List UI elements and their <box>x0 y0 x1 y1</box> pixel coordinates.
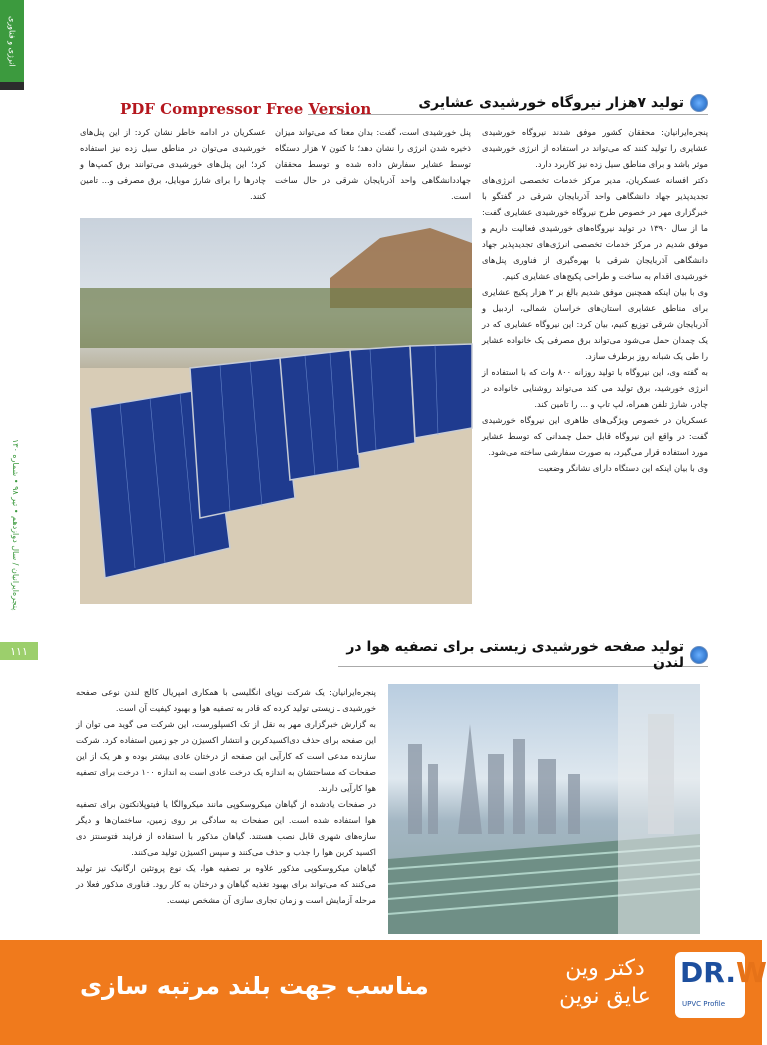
ad-brand-name <box>545 955 665 1011</box>
paragraph: وی با بیان اینکه این دستگاه دارای نشانگر وضعیت <box>538 463 708 473</box>
paragraph: گیاهان میکروسکوپی مذکور علاوه بر تصفیه هوا، یک نوع پروتئین ارگانیک نیز تولید می‌کنند که می‌تواند برای بهبود تغذیه گیاهان و درختان به کار رود. فناوری مذکور فعلا در مرحله آزمایش است و زمان تجاری سازی آن مشخص نیست. <box>76 863 376 905</box>
london-rooftop-panels-photo <box>388 684 700 934</box>
paragraph: به گفته وی، این نیروگاه با تولید روزانه ۸۰۰ وات که با استفاده از انرژی خورشید، برق تولید می کند می‌تواند روشنایی خانواده در چادر، شارژ تلفن همراه، لپ تاپ و ... را تامین کند. <box>482 367 708 409</box>
paragraph: به گزارش خبرگزاری مهر به نقل از تک اکسپلورست، این شرکت می گوید می توان از این صفحه برای حذف دی‌اکسیدکربن و انتشار اکسیژن در جو زمین استفاده کرد. شرکت سازنده مدعی است که کارآیی این صفحه از درختان عادی بیشتر بوده و هر یک از این صفحات که مساحتشان به اندازه یک درخت عادی است به اندازه ۱۰۰ درخت برای تصفیه هوا کارآیی دارند. <box>76 719 376 793</box>
paragraph: پنجره‌ایرانیان: محققان کشور موفق شدند نیروگاه خورشیدی عشایری را تولید کنند که می‌تواند در استفاده از انرژی خورشیدی موثر باشد و برای مناطق سیل زده نیز کاربرد دارد. <box>482 127 708 169</box>
brand-logo: DR.W <box>680 956 767 989</box>
paragraph: دکتر افسانه عسکریان، مدیر مرکز خدمات تخصصی انرژی‌های تجدیدپذیر جهاد دانشگاهی واحد آذربایجان شرقی در گفتگو با خبرگزاری مهر در خصوص طرح نیروگاه خورشیدی عشایری گفت: ما از سال ۱۳۹۰ در تولید نیروگاه‌های خورشیدی فعالیت داریم و موفق شدیم در مرکز خدمات تخصصی انرژی‌های تجدیدپذیر جهاد دانشگاهی آذربایجان شرقی با بهره‌گیری از فناوری پنل‌های خورشیدی اقدام به ساخت و طراحی پکیج‌های عشایری کنیم. <box>482 175 708 281</box>
city-skyline-illustration <box>388 684 700 934</box>
issue-info-vertical: پنجره‌ایرانیان / سال دوازدهم • تیر ۹۸ • شماره ۱۳۰ <box>11 439 20 611</box>
paragraph: وی با بیان اینکه همچنین موفق شدیم بالغ بر ۲ هزار پکیج عشایری برای مناطق عشایری استان‌های خراسان شمالی، اردبیل و آذربایجان شرقی توزیع کنیم، بیان کرد: این نیروگاه عشایری که در یک چمدان حمل می‌شود می‌تواند برق مصرفی یک خانواده عشایر را طی یک شبانه روز برطرف سازد. <box>482 287 708 361</box>
brand-line1: دکتر وین <box>565 956 645 981</box>
solar-panels-illustration <box>80 218 472 604</box>
page-number: ۱۱۱ <box>0 642 38 660</box>
article2-body <box>76 684 376 908</box>
bullet-globe-icon <box>690 646 708 664</box>
paragraph: در صفحات یادشده از گیاهان میکروسکوپی مانند میکروالگا یا فیتوپلانکتون برای تصفیه هوا استفاده شده است. این صفحات به سادگی بر روی زمین، ساختمان‌ها و دیگر سازه‌های شهری قابل نصب هستند. گیاهان مذکور با استفاده از فرایند فتوسنتز دی اکسید کربن هوا را جذب و حذف می‌کنند و سپس اکسیژن تولید می‌کنند. <box>76 799 376 857</box>
paragraph: عسکریان در خصوص ویژگی‌های ظاهری این نیروگاه خورشیدی گفت: در واقع این نیروگاه قابل حمل چمدانی که توسط عشایر مورد استفاده قرار می‌گیرد، به صورت سفارشی ساخته می‌شود. <box>482 415 708 457</box>
solar-panels-photo <box>80 218 472 604</box>
article1-column-middle <box>275 124 471 204</box>
article1-column-left <box>80 124 266 204</box>
article2-title: تولید صفحه خورشیدی زیستی برای تصفیه هوا در لندن <box>346 639 684 671</box>
brand-logo-subtitle: UPVC Profile <box>682 1000 726 1008</box>
bullet-globe-icon <box>690 94 708 112</box>
article1-title: تولید ۷هزار نیروگاه خورشیدی عشایری <box>418 95 684 111</box>
watermark-text: PDF Compressor Free Version <box>120 100 372 118</box>
article1-column-right <box>482 124 708 476</box>
paragraph: پنل خورشیدی است، گفت: بدان معنا که می‌تواند میزان ذخیره شدن انرژی را نشان دهد؛ تا کنون ۷ هزار دستگاه توسط عشایر سفارش داده شده و توسط محققان جهاددانشگاهی واحد آذربایجان شرقی در حال ساخت است. <box>275 127 471 201</box>
paragraph: عسکریان در ادامه خاطر نشان کرد: از این پنل‌های خورشیدی می‌توان در مناطق سیل زده نیز استفاده کرد؛ این پنل‌های خورشیدی می‌توانند برق کمپ‌ها و چادرها را برای شارژ موبایل، برق مصرفی و... تامین کنند. <box>80 127 266 201</box>
brand-line2: عایق نوین <box>559 984 651 1009</box>
paragraph: پنجره‌ایرانیان: یک شرکت نوپای انگلیسی با همکاری امپریال کالج لندن نوعی صفحه خورشیدی ـ زیستی تولید کرده که قادر به تصفیه هوا و بهبود کیفیت آن است. <box>76 687 376 713</box>
ad-slogan: مناسب جهت بلند مرتبه سازی <box>80 972 429 1000</box>
article2-title-bar <box>338 639 708 671</box>
article1-title-bar <box>308 92 708 115</box>
section-tab: انرژی و فناوری <box>0 0 24 82</box>
